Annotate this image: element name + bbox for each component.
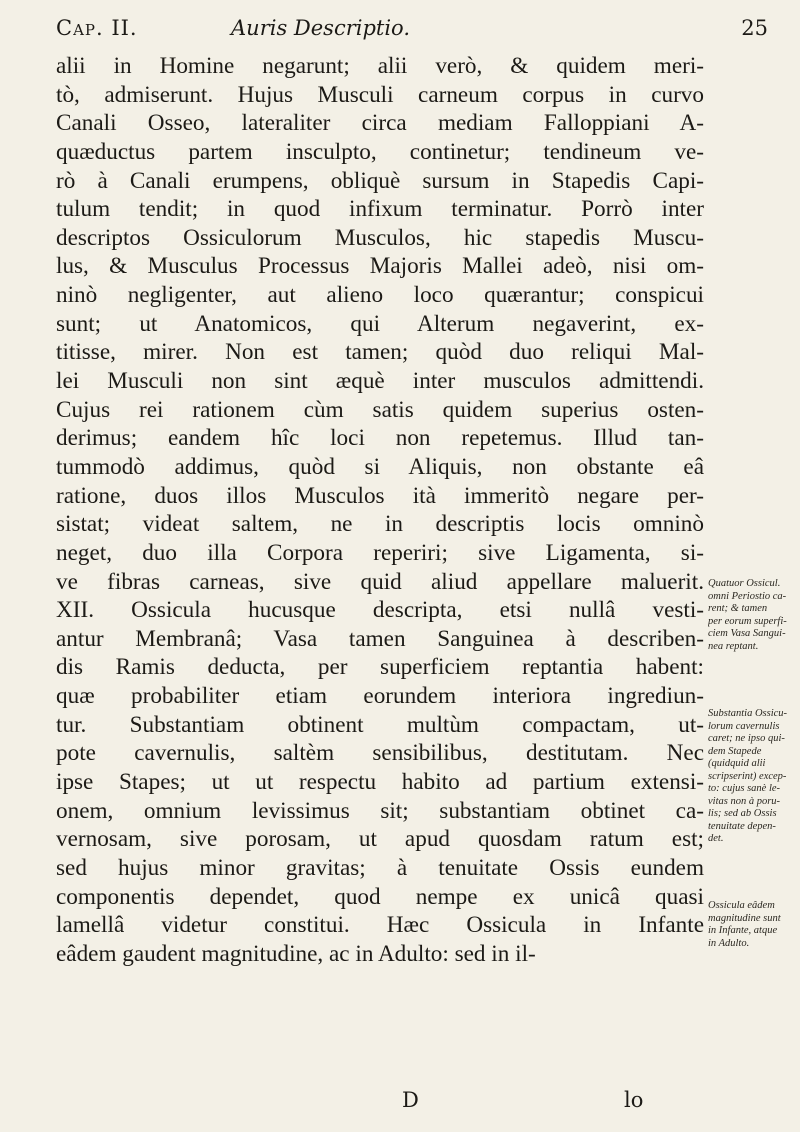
margin-note-line: per eorum superfi- (708, 615, 787, 627)
text-line: pote cavernulis, saltèm sensibilibus, destitutam. Nec (56, 740, 704, 767)
margin-note-line: scripserint) excep- (708, 770, 787, 782)
margin-note-line: lorum cavernulis (708, 720, 780, 732)
text-line: XII. Ossicula hucusque descripta, etsi nullâ vesti- (56, 597, 704, 624)
margin-note-line: nea reptant. (708, 640, 759, 652)
margin-note-line: det. (708, 833, 724, 844)
text-line: sunt; ut Anatomicos, qui Alterum negaverint, ex- (56, 310, 704, 337)
text-line: antur Membranâ; Vasa tamen Sanguinea à describen- (56, 625, 704, 652)
text-line: sed hujus minor gravitas; à tenuitate Ossis eundem (56, 854, 704, 881)
page-footer (0, 1088, 800, 1118)
margin-note-line: Ossicula eâdem (708, 900, 775, 911)
margin-note (708, 900, 798, 950)
text-line: lei Musculi non sint æquè inter musculos admittendi. (56, 368, 704, 395)
text-line: rò à Canali erumpens, obliquè sursum in Stapedis Capi- (56, 167, 704, 194)
text-line: ninò negligenter, aut alieno loco quærantur; conspicui (56, 282, 704, 309)
chapter-label: Cap. II. (56, 16, 138, 40)
margin-note-line: lis; sed ab Ossis (708, 808, 777, 819)
text-line: tummodò addimus, quòd si Aliquis, non obstante eâ (56, 453, 704, 480)
text-line: quæductus partem insculpto, continetur; tendineum ve- (56, 138, 704, 165)
text-line: descriptos Ossiculorum Musculos, hic stapedis Muscu- (56, 224, 704, 251)
margin-note-line: omni Periostio ca- (708, 590, 787, 602)
margin-note-line: tenuitate depen- (708, 820, 776, 832)
page-number: 25 (741, 16, 768, 40)
margin-note-line: Substantia Ossicu- (708, 708, 788, 719)
text-line: ipse Stapes; ut ut respectu habito ad partium extensi- (56, 769, 704, 796)
text-line: quæ probabiliter etiam eorundem interiora ingrediun- (56, 683, 704, 710)
text-line: Cujus rei rationem cùm satis quidem superius osten- (56, 396, 704, 423)
margin-note-line: to: cujus sanè le- (708, 783, 781, 794)
margin-note-line: caret; ne ipso qui- (708, 733, 785, 744)
margin-note-line: vitas non à poru- (708, 795, 781, 807)
margin-note-line: Quatuor Ossicul. (708, 578, 781, 589)
text-line: alii in Homine negarunt; alii verò, & quidem meri- (56, 53, 704, 79)
text-line: ratione, duos illos Musculos ità immeritò negare per- (56, 482, 704, 509)
margin-note-line: rent; & tamen (708, 603, 768, 614)
text-line: lus, & Musculus Processus Majoris Mallei adeò, nisi om- (56, 253, 704, 280)
text-line: Canali Osseo, lateraliter circa mediam Falloppiani A- (56, 110, 704, 137)
margin-note-line: dem Stapede (708, 745, 762, 757)
text-line: componentis dependet, quod nempe ex unicâ quasi (56, 883, 704, 910)
text-line: tur. Substantiam obtinent multùm compactam, ut- (56, 711, 704, 738)
text-line: tò, admiserunt. Hujus Musculi carneum corpus in curvo (56, 81, 704, 108)
text-line: ve fibras carneas, sive quid aliud appellare maluerit. (56, 568, 704, 595)
margin-note-line: in Adulto. (708, 937, 750, 949)
text-line: eâdem gaudent magnitudine, ac in Adulto: sed in il- (56, 940, 536, 967)
margin-note-line: ciem Vasa Sangui- (708, 628, 786, 639)
text-line: sistat; videat saltem, ne in descriptis locis omninò (56, 511, 704, 538)
text-line: onem, omnium levissimus sit; substantiam obtinet ca- (56, 797, 704, 824)
running-header (56, 16, 776, 50)
text-line: titisse, mirer. Non est tamen; quòd duo reliqui Mal- (56, 339, 704, 366)
text-line: dis Ramis deducta, per superficiem reptantia habent: (56, 654, 704, 681)
signature-mark: D (402, 1088, 419, 1112)
text-line: lamellâ videtur constitui. Hæc Ossicula in Infante (56, 912, 704, 939)
margin-note (708, 578, 798, 653)
catchword: lo (624, 1088, 644, 1112)
running-title: Auris Descriptio. (231, 16, 411, 40)
margin-note-line: (quidquid alii (708, 758, 766, 769)
margin-note-line: magnitudine sunt (708, 912, 781, 924)
text-line: neget, duo illa Corpora reperiri; sive Ligamenta, si- (56, 539, 704, 566)
text-line: vernosam, sive porosam, ut apud quosdam ratum est; (56, 826, 704, 853)
text-line: tulum tendit; in quod infixum terminatur. Porrò inter (56, 196, 704, 223)
main-text-block (56, 52, 704, 969)
text-line: derimus; eandem hîc loci non repetemus. Illud tan- (56, 425, 704, 452)
margin-note (708, 708, 798, 846)
margin-note-line: in Infante, atque (708, 925, 778, 936)
